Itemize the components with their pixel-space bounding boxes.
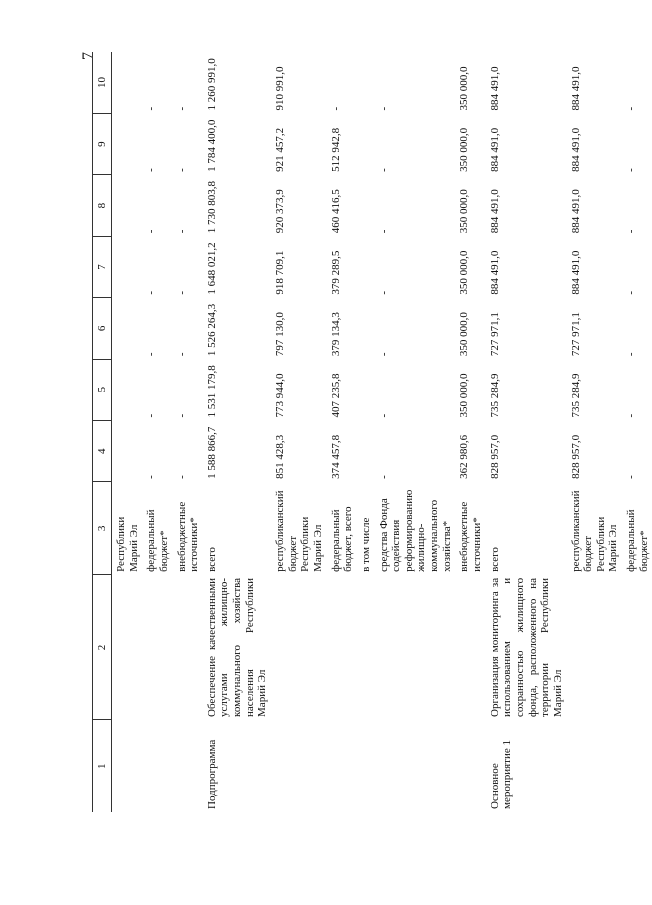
value-cell: 884 491,0 (488, 189, 501, 234)
budget-table (92, 52, 652, 812)
row-label-cell (567, 720, 623, 812)
value-cell: - (175, 352, 188, 357)
table-row (567, 52, 623, 812)
value-cell: 350 000,0 (458, 373, 471, 418)
header-cell-4: 4 (93, 420, 112, 481)
value-cell: - (145, 106, 158, 111)
table-row (375, 52, 456, 812)
value-cell: 884 491,0 (488, 127, 501, 172)
description-cell: Обеспечение качественными услугами жилищно-коммунального хозяйства населения Республики Марий Эл (205, 577, 269, 717)
value-cell (112, 298, 143, 359)
header-cell-10: 10 (93, 52, 112, 113)
value-cell: - (377, 229, 390, 234)
value-cell: 407 235,8 (329, 373, 342, 418)
table-row (142, 52, 172, 812)
value-cell: - (625, 413, 638, 418)
description-cell (567, 575, 623, 720)
value-cell: 727 971,1 (569, 312, 582, 357)
table-row (455, 52, 485, 812)
table-header (93, 52, 112, 812)
header-cell-9: 9 (93, 113, 112, 174)
description-cell (142, 575, 172, 720)
value-cell: - (377, 352, 390, 357)
value-cell: - (145, 352, 158, 357)
value-cell: 735 284,9 (488, 373, 501, 418)
value-cell: - (329, 106, 342, 111)
value-cell: - (625, 229, 638, 234)
value-cell: 910 991,0 (274, 66, 287, 111)
value-cell: 1 526 264,3 (205, 303, 218, 357)
table-row (622, 52, 652, 812)
funding-source-cell: федеральный бюджет, всего (329, 506, 355, 572)
value-cell: 920 373,9 (274, 189, 287, 234)
funding-source-cell: Республики Марий Эл (115, 516, 140, 572)
row-label-cell (271, 720, 327, 812)
value-cell: 350 000,0 (458, 127, 471, 172)
row-label-cell (357, 720, 375, 812)
description-cell (622, 575, 652, 720)
row-label-cell (622, 720, 652, 812)
description-cell (327, 575, 357, 720)
funding-source-cell: республиканский бюджет Республики Марий Эл (274, 490, 324, 572)
value-cell: 735 284,9 (569, 373, 582, 418)
row-label-cell (327, 720, 357, 812)
value-cell: 379 289,5 (329, 250, 342, 295)
value-cell: - (377, 475, 390, 479)
description-cell (375, 575, 456, 720)
value-cell: 727 971,1 (488, 312, 501, 357)
description-cell (173, 575, 203, 720)
value-cell: - (625, 291, 638, 295)
funding-source-cell: всего (205, 547, 218, 572)
value-cell: - (377, 106, 390, 111)
value-cell (112, 359, 143, 420)
value-cell: 884 491,0 (569, 127, 582, 172)
value-cell: - (145, 291, 158, 295)
value-cell: - (377, 291, 390, 295)
funding-source-cell: всего (488, 547, 501, 572)
value-cell: 1 531 179,8 (205, 365, 218, 418)
value-cell (357, 113, 375, 174)
value-cell (357, 236, 375, 297)
value-cell: 921 457,2 (274, 127, 287, 172)
table-body (112, 52, 652, 812)
row-label-cell: Основное мероприятие 1 (488, 739, 514, 809)
description-cell (357, 575, 375, 720)
value-cell: 1 730 803,8 (205, 181, 218, 234)
value-cell: - (625, 168, 638, 172)
value-cell: - (175, 413, 188, 418)
value-cell (357, 298, 375, 359)
funding-source-cell: федеральный бюджет* (625, 509, 650, 572)
value-cell: 773 944,0 (274, 373, 287, 418)
header-cell-5: 5 (93, 359, 112, 420)
value-cell: - (175, 106, 188, 111)
funding-source-cell: средства Фонда содействия реформированию жилищно-коммунального хозяйства* (377, 489, 453, 572)
table-row (203, 52, 271, 812)
value-cell (112, 236, 143, 297)
value-cell: 884 491,0 (569, 66, 582, 111)
value-cell: 884 491,0 (569, 250, 582, 295)
table-row (173, 52, 203, 812)
description-cell: Организация мониторинга за использованием и сохранностью жилищного фонда, расположенного на территории Республики Марий Эл (488, 577, 564, 717)
funding-source-cell: внебюджетные источники* (175, 501, 201, 572)
value-cell: 884 491,0 (488, 250, 501, 295)
value-cell: 918 709,1 (274, 250, 287, 295)
value-cell: 350 000,0 (458, 312, 471, 357)
value-cell: 350 000,0 (458, 250, 471, 295)
value-cell (357, 359, 375, 420)
header-cell-6: 6 (93, 298, 112, 359)
row-label-cell (455, 720, 485, 812)
value-cell: 379 134,3 (329, 312, 342, 357)
row-label-cell (142, 720, 172, 812)
value-cell (112, 52, 143, 113)
header-cell-7: 7 (93, 236, 112, 297)
value-cell: 350 000,0 (458, 66, 471, 111)
table-row (357, 52, 375, 812)
description-cell (112, 575, 143, 720)
row-label-cell (112, 720, 143, 812)
value-cell: 828 957,0 (569, 434, 582, 479)
value-cell (357, 52, 375, 113)
value-cell: - (175, 291, 188, 295)
value-cell: - (175, 229, 188, 234)
value-cell: - (625, 352, 638, 357)
value-cell: 512 942,8 (329, 127, 342, 172)
value-cell (357, 420, 375, 481)
value-cell: 350 000,0 (458, 189, 471, 234)
funding-source-cell: республиканский бюджет Республики Марий Эл (569, 490, 620, 572)
value-cell: 884 491,0 (569, 189, 582, 234)
value-cell: - (377, 168, 390, 172)
page-number: 7 (80, 52, 97, 60)
value-cell: 1 648 021,2 (205, 242, 218, 295)
value-cell: 374 457,8 (329, 434, 342, 479)
value-cell: 1 260 991,0 (205, 58, 218, 111)
value-cell: - (145, 229, 158, 234)
value-cell: 1 784 400,0 (205, 119, 218, 172)
value-cell: 797 130,0 (274, 312, 287, 357)
value-cell (357, 175, 375, 236)
value-cell: 851 428,3 (274, 434, 287, 479)
header-cell-1: 1 (93, 720, 112, 812)
description-cell (455, 575, 485, 720)
table-row (327, 52, 357, 812)
value-cell: - (145, 475, 158, 479)
value-cell: - (175, 475, 188, 479)
description-cell (271, 575, 327, 720)
value-cell (112, 175, 143, 236)
value-cell: - (145, 413, 158, 418)
funding-source-cell: внебюджетные источники* (458, 501, 484, 572)
value-cell: 828 957,0 (488, 434, 501, 479)
table-row (486, 52, 567, 812)
value-cell: 1 588 866,7 (205, 426, 218, 479)
value-cell: - (175, 168, 188, 172)
rotated-table-container (92, 52, 650, 812)
header-cell-2: 2 (93, 575, 112, 720)
row-label-cell (375, 720, 456, 812)
value-cell (112, 420, 143, 481)
value-cell: 884 491,0 (488, 66, 501, 111)
table-row (112, 52, 143, 812)
header-cell-8: 8 (93, 175, 112, 236)
value-cell: - (625, 475, 638, 479)
row-label-cell (173, 720, 203, 812)
value-cell: 362 980,6 (458, 434, 471, 479)
funding-source-cell: в том числе (359, 517, 372, 572)
value-cell: 460 416,5 (329, 189, 342, 234)
header-cell-3: 3 (93, 482, 112, 575)
row-label-cell: Подпрограмма (205, 739, 218, 809)
table-row (271, 52, 327, 812)
value-cell: - (145, 168, 158, 172)
funding-source-cell: федеральный бюджет* (145, 509, 170, 572)
value-cell: - (377, 413, 390, 418)
value-cell: - (625, 106, 638, 111)
value-cell (112, 113, 143, 174)
